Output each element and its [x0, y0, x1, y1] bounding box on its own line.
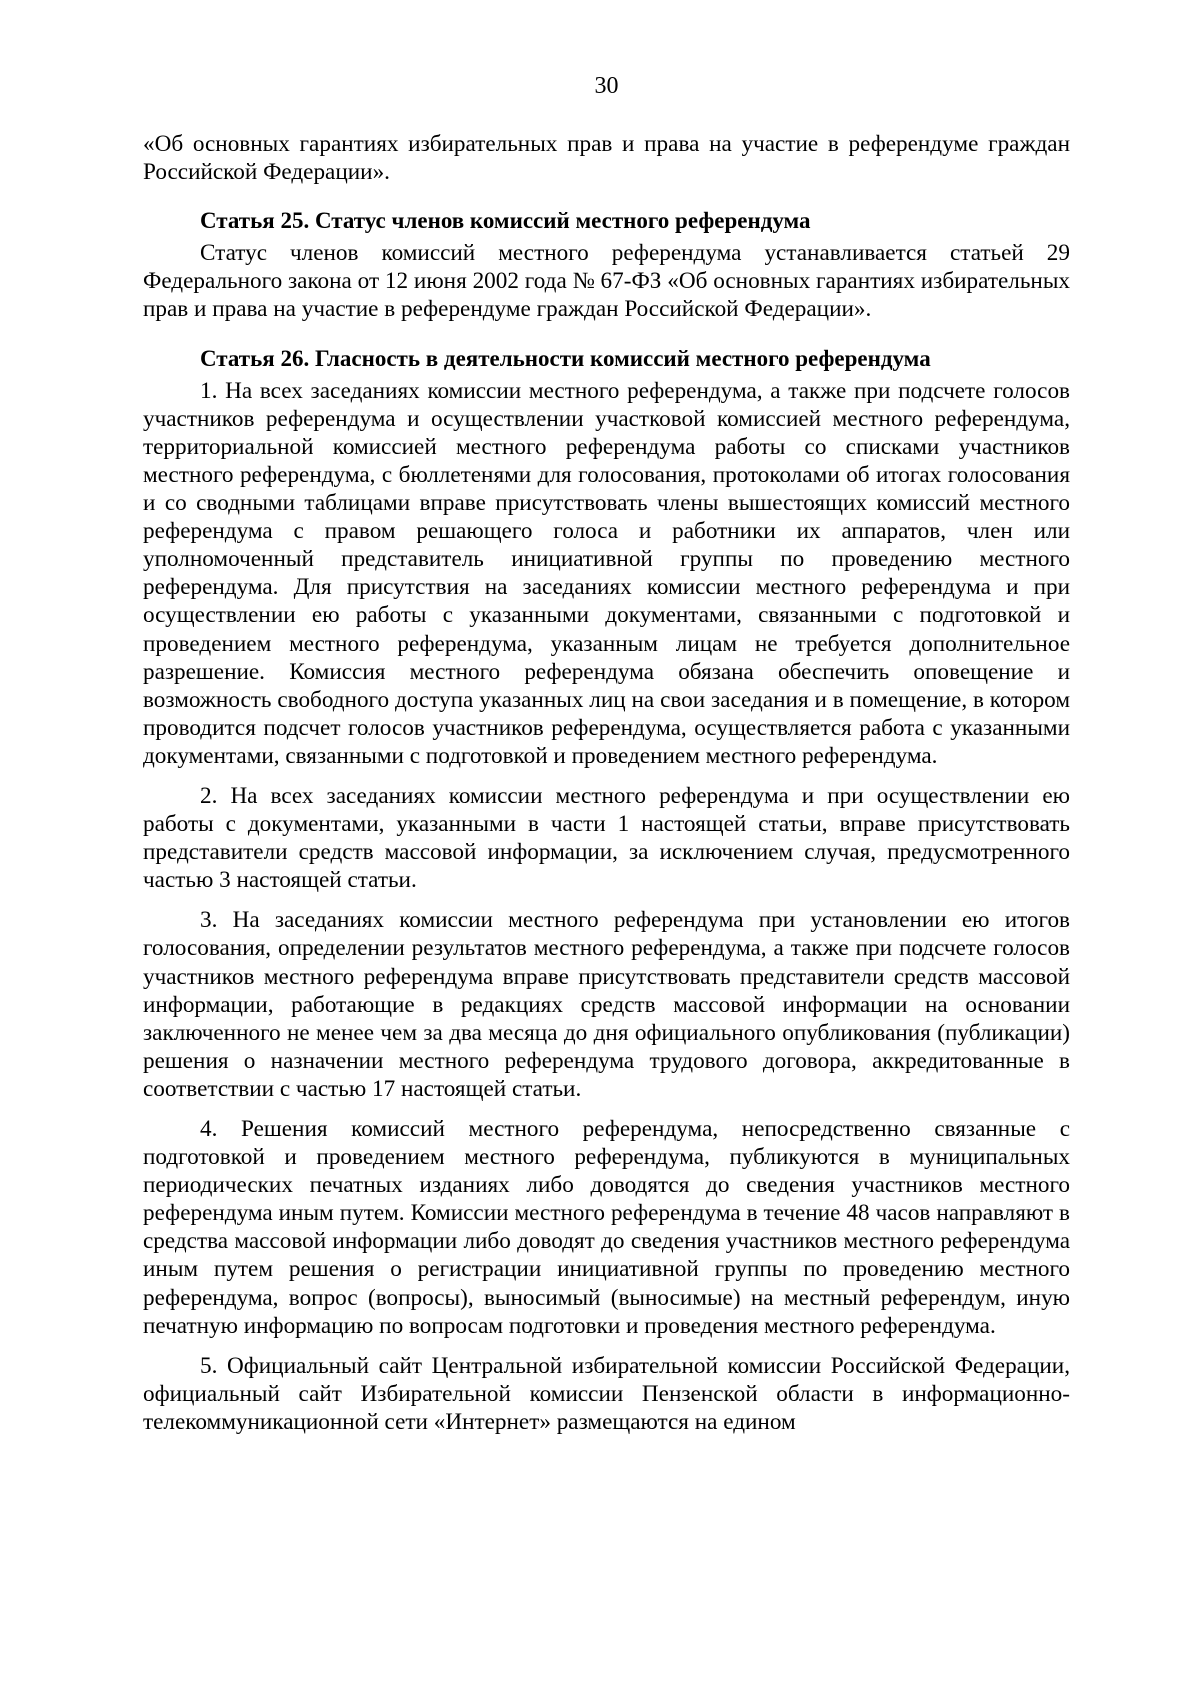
page-number: 30 [594, 73, 619, 99]
article-25-text: Статус членов комиссий местного референдума устанавливается статьей 29 Федерального закона от 12 июня 2002 года № 67-ФЗ «Об основных гарантиях избирательных прав и права на участие в референдуме граждан Российской Федерации». [143, 240, 1070, 323]
article-26-part-4: 4. Решения комиссий местного референдума, непосредственно связанные с подготовкой и проведением местного референдума, публикуются в муниципальных периодических печатных изданиях либо доводятся до сведения участников местного референдума иным путем. Комиссии местного референдума в течение 48 часов направляют в средства массовой информации либо доводят до сведения участников местного референдума иным путем решения о регистрации инициативной группы по проведению местного референдума, вопрос (вопросы), выносимый (выносимые) на местный референдум, иную печатную информацию по вопросам подготовки и проведения местного референдума. [143, 1116, 1070, 1339]
document-body [143, 130, 1070, 1436]
article-26-part-5: 5. Официальный сайт Центральной избирательной комиссии Российской Федерации, официальный сайт Избирательной комиссии Пензенской области в информационно-телекоммуникационной сети «Интернет» размещаются на едином [143, 1352, 1070, 1435]
article-26-heading: Статья 26. Гласность в деятельности комиссий местного референдума [200, 345, 931, 371]
article-26-part-1: 1. На всех заседаниях комиссии местного референдума, а также при подсчете голосов участников референдума и осуществлении участковой комиссией местного референдума, территориальной комиссией местного референдума работы со списками участников местного референдума, с бюллетенями для голосования, протоколами об итогах голосования и со сводными таблицами вправе присутствовать члены вышестоящих комиссий местного референдума с правом решающего голоса и работники их аппаратов, член или уполномоченный представитель инициативной группы по проведению местного референдума. Для присутствия на заседаниях комиссии местного референдума и при осуществлении ею работы с указанными документами, связанными с подготовкой и проведением местного референдума, указанным лицам не требуется дополнительное разрешение. Комиссия местного референдума обязана обеспечить оповещение и возможность свободного доступа указанных лиц на свои заседания и в помещение, в котором проводится подсчет голосов участников референдума, осуществляется работа с указанными документами, связанными с подготовкой и проведением местного референдума. [143, 377, 1070, 769]
article-26-part-3: 3. На заседаниях комиссии местного референдума при установлении ею итогов голосования, определении результатов местного референдума, а также при подсчете голосов участников местного референдума вправе присутствовать представители средств массовой информации, работающие в редакциях средств массовой информации на основании заключенного не менее чем за два месяца до дня официального опубликования (публикации) решения о назначении местного референдума трудового договора, аккредитованные в соответствии с частью 17 настоящей статьи. [143, 907, 1070, 1102]
paragraph-continuation: «Об основных гарантиях избирательных прав и права на участие в референдуме граждан Российской Федерации». [143, 131, 1070, 186]
article-25-heading: Статья 25. Статус членов комиссий местного референдума [200, 208, 811, 234]
article-26-part-2: 2. На всех заседаниях комиссии местного референдума и при осуществлении ею работы с документами, указанными в части 1 настоящей статьи, вправе присутствовать представители средств массовой информации, за исключением случая, предусмотренного частью 3 настоящей статьи. [143, 782, 1070, 894]
